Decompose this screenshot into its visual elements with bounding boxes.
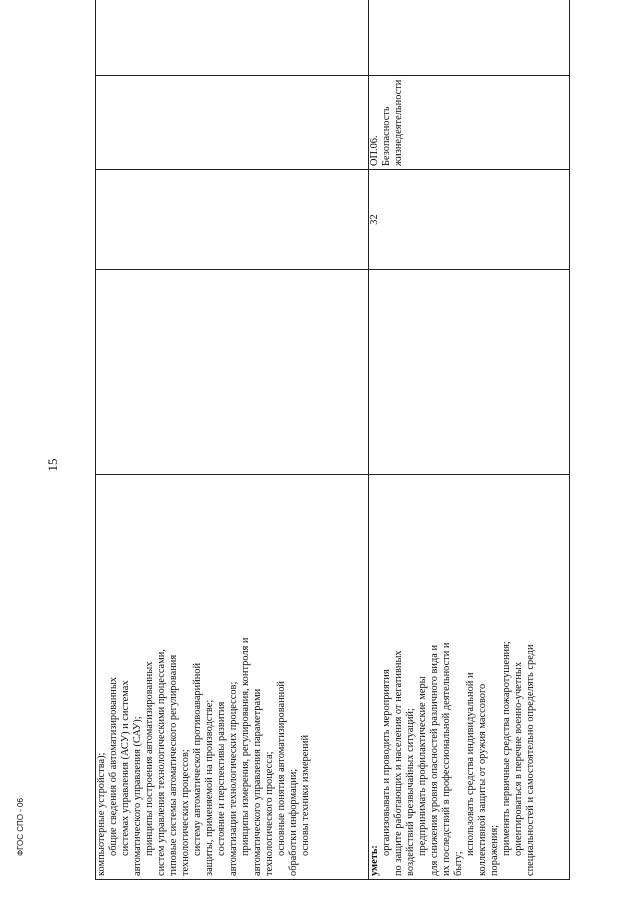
skills-cell (369, 475, 570, 880)
discipline-name-line: Безопасность (381, 106, 392, 166)
text-line: предпринимать профилактические меры (417, 676, 428, 856)
empty-cell (96, 0, 369, 76)
text-line: коллективной защиты от оружия массового (477, 683, 488, 876)
text-line: автоматического управления (САУ); (132, 716, 143, 876)
text-line: ориентироваться в перечне военно-учетных (513, 661, 524, 856)
text-line: автоматического управления параметрами (252, 688, 263, 876)
text-line: основы техники измерений (300, 734, 311, 856)
skills-text (381, 478, 537, 876)
text-line: принципы измерения, регулирования, контроля и (240, 637, 251, 856)
discipline-cell (369, 76, 570, 170)
text-line: их последствий в профессиональной деятельности и (441, 642, 452, 876)
text-line: применять первичные средства пожаротушения; (501, 641, 512, 856)
text-line: быту; (453, 851, 464, 876)
text-line: технологических процессов; (180, 749, 191, 876)
footer-text: ФГОС СПО - 06 (16, 798, 25, 856)
text-line: компьютерные устройства); (96, 752, 107, 876)
text-line: принципы построения автоматизированных (144, 661, 155, 856)
empty-cell (369, 0, 570, 76)
empty-cell (96, 76, 369, 170)
skills-heading: уметь: (369, 845, 380, 876)
text-line: защиты, применяемой на производстве; (204, 699, 215, 876)
text-line: систему автоматической противоаварийной (192, 662, 203, 856)
text-line: специальностей и самостоятельно определять среди (525, 644, 536, 876)
table-row-skills (369, 0, 570, 880)
curriculum-table (95, 0, 570, 880)
text-line: технологического процесса; (264, 751, 275, 876)
discipline-name-line: жизнедеятельности (393, 79, 404, 166)
text-line: по защите работающих и населения от негативных (393, 650, 404, 876)
text-line: основные понятия автоматизированной (276, 681, 287, 856)
discipline-code: ОП.06. (369, 135, 380, 166)
empty-cell (96, 170, 369, 270)
knowledge-cell (96, 475, 369, 880)
page-number: 15 (45, 458, 60, 472)
text-line: воздействий чрезвычайных ситуаций; (405, 708, 416, 876)
empty-cell (96, 270, 369, 475)
text-line: систем управления технологическими процессами, (156, 649, 167, 876)
text-line: организовывать и проводить мероприятия (381, 669, 392, 856)
text-line: поражения; (489, 824, 500, 876)
text-line: автоматизации технологических процессов; (228, 681, 239, 876)
text-line: состояние и перспективы развития (216, 701, 227, 856)
text-line: обработки информации; (288, 768, 299, 876)
text-line: общие сведения об автоматизированных (108, 676, 119, 856)
empty-cell (369, 270, 570, 475)
text-line: типовые системы автоматического регулирования (168, 654, 179, 876)
hours-cell: 32 (369, 170, 570, 270)
text-line: системах управления (АСУ) и системах (120, 680, 131, 856)
knowledge-text (96, 478, 312, 876)
text-line: использовать средства индивидуальной и (465, 672, 476, 856)
text-line: для снижения уровня опасностей различного вида и (429, 644, 440, 876)
rotated-page-content (95, 15, 570, 880)
table-row-knowledge (96, 0, 369, 880)
